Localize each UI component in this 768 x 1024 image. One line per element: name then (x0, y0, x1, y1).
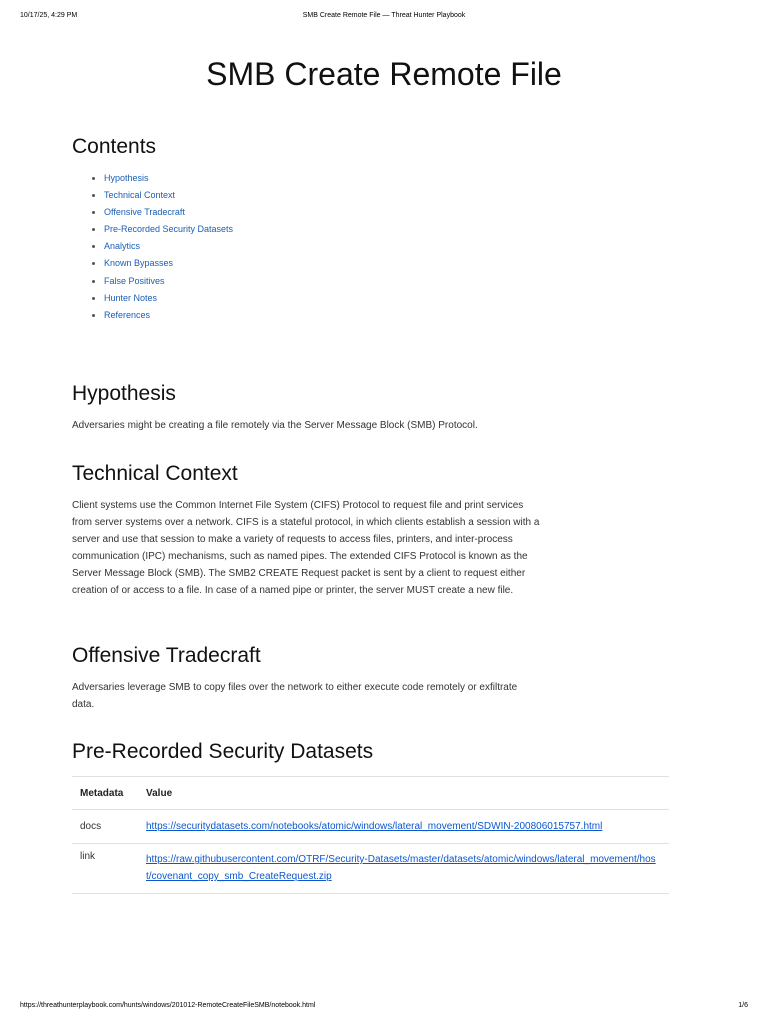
toc-item-datasets (104, 221, 233, 238)
toc-item-references (104, 307, 233, 324)
toc-item-hunter-notes (104, 290, 233, 307)
toc-item-known-bypasses (104, 255, 233, 272)
technical-context-text: Client systems use the Common Internet File System (CIFS) Protocol to request file and print services from server systems over a network. CIFS is a stateful protocol, in which clients establish a session with a server and use that session to make a variety of requests to access files, printers, and inter-process communication (IPC) mechanisms, such as named pipes. The extended CIFS Protocol is known as the Server Message Block (SMB). The SMB2 CREATE Request packet is sent by a client to request either creation of or access to a file. In case of a named pipe or printer, the server MUST create a new file. (72, 500, 540, 596)
toc-item-analytics (104, 238, 233, 255)
offensive-tradecraft-text: Adversaries leverage SMB to copy files over the network to either execute code remotely or exfiltrate data. (72, 682, 518, 710)
print-url: https://threathunterplaybook.com/hunts/windows/201012-RemoteCreateFileSMB/notebook.html (20, 1002, 316, 1009)
print-datetime: 10/17/25, 4:29 PM (20, 12, 78, 19)
dataset-download-link[interactable]: https://raw.githubusercontent.com/OTRF/Security-Datasets/master/datasets/atomic/windows/lateral_movement/host/covenant_copy_smb_CreateRequest.zip (146, 854, 656, 882)
toc-item-technical-context (104, 187, 233, 204)
print-page-title: SMB Create Remote File — Threat Hunter Playbook (302, 12, 466, 19)
toc-link[interactable]: False Positives (104, 275, 165, 286)
toc-link[interactable]: Offensive Tradecraft (104, 207, 185, 218)
row-key: link (72, 844, 138, 894)
toc-link[interactable]: Known Bypasses (104, 258, 174, 269)
hypothesis-heading: Hypothesis (72, 382, 176, 405)
print-header (20, 12, 748, 24)
toc-link[interactable]: Analytics (104, 241, 141, 252)
print-page-number: 1/6 (738, 1002, 748, 1009)
toc-link[interactable]: Hypothesis (104, 173, 149, 183)
table-row (72, 810, 669, 844)
row-value (138, 844, 669, 894)
row-key: docs (72, 810, 138, 844)
toc-item-offensive-tradecraft (104, 204, 233, 221)
offensive-tradecraft-heading: Offensive Tradecraft (72, 644, 261, 667)
toc-link[interactable]: Hunter Notes (104, 292, 158, 303)
contents-heading: Contents (72, 135, 157, 158)
datasets-table (72, 776, 669, 894)
row-value (138, 810, 669, 844)
table-header-row (72, 777, 669, 810)
technical-context-heading: Technical Context (72, 462, 238, 485)
column-header-value: Value (138, 777, 669, 810)
toc-link[interactable]: References (104, 309, 151, 320)
print-footer (20, 1002, 748, 1014)
toc-link[interactable]: Technical Context (104, 190, 176, 201)
hypothesis-text: Adversaries might be creating a file remotely via the Server Message Block (SMB) Protocol. (72, 420, 478, 431)
docs-link[interactable]: https://securitydatasets.com/notebooks/atomic/windows/lateral_movement/SDWIN-200806015757.html (146, 821, 603, 832)
datasets-heading: Pre-Recorded Security Datasets (72, 740, 374, 763)
toc-item-hypothesis (104, 170, 233, 187)
column-header-metadata: Metadata (72, 777, 138, 810)
page-title: SMB Create Remote File (206, 56, 562, 92)
toc-link[interactable]: Pre-Recorded Security Datasets (104, 224, 234, 235)
table-row (72, 844, 669, 894)
toc-item-false-positives (104, 273, 233, 290)
table-of-contents (86, 170, 233, 324)
